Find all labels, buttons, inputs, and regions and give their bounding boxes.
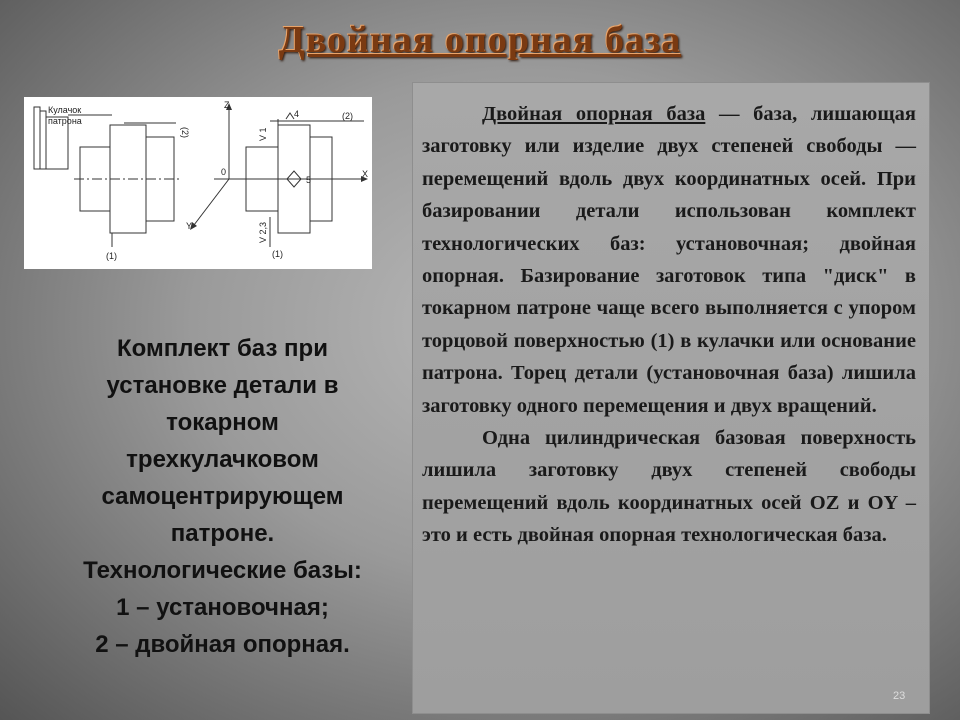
chuck-body-strip-1 <box>34 107 40 169</box>
diagram-svg <box>24 97 372 269</box>
label-2-right: (2) <box>342 111 353 121</box>
chuck-label-1: Кулачок <box>48 105 82 115</box>
y-axis <box>194 179 229 225</box>
origin-label: 0 <box>221 167 227 177</box>
axis-z-label: Z <box>224 100 230 110</box>
label-2-left: (2) <box>180 127 190 138</box>
chuck-diagram <box>24 97 372 269</box>
paragraph-1 <box>422 98 916 422</box>
slide-number: 23 <box>893 690 906 702</box>
term-highlight: Двойная опорная база <box>482 103 706 125</box>
caption-line: установке детали в <box>106 372 339 399</box>
caption-line: 2 – двойная опорная. <box>95 631 350 658</box>
axis-x-label: X <box>362 169 369 179</box>
label-v23: V 2,3 <box>258 221 268 243</box>
chuck-label-2: патрона <box>48 116 82 126</box>
caption-line: Комплект баз при <box>117 335 328 362</box>
caption-line: патроне. <box>170 520 275 547</box>
label-1-left: (1) <box>106 251 117 261</box>
caption-line: Технологические базы: <box>83 557 362 584</box>
axis-y-label: Y <box>186 221 193 231</box>
caption-line: самоцентрирующем <box>101 483 344 510</box>
caption-line: 1 – установочная; <box>116 594 329 621</box>
label-5: 5 <box>306 175 312 185</box>
caption-line: трехкулачковом <box>126 446 319 473</box>
caption-line: токарном <box>166 409 279 436</box>
label-v1: V 1 <box>258 127 268 141</box>
left-caption <box>40 330 405 663</box>
body-text <box>422 98 916 552</box>
slide-title: Двойная опорная база <box>278 19 682 61</box>
label-4: 4 <box>294 109 300 119</box>
label-1-right: (1) <box>272 249 283 259</box>
paragraph-1-text: — база, лишающая заготовку или изделие двух степеней свободы — перемещений вдоль двух координатных осей. При базировании детали использован комплект технологических баз: установочная; двойная опорная. Базирование заготовок типа "диск" в токарном патроне чаще всего выполняется с упором торцовой поверхностью (1) в кулачки или основание патрона. Торец детали (установочная база) лишила заготовку одного перемещения и двух вращений. <box>422 103 916 417</box>
chuck-body-strip-2 <box>40 111 46 169</box>
paragraph-2: Одна цилиндрическая базовая поверхность лишила заготовку двух степеней свободы перемещений вдоль координатных осей OZ и OY – это и есть двойная опорная технологическая база. <box>422 427 916 547</box>
